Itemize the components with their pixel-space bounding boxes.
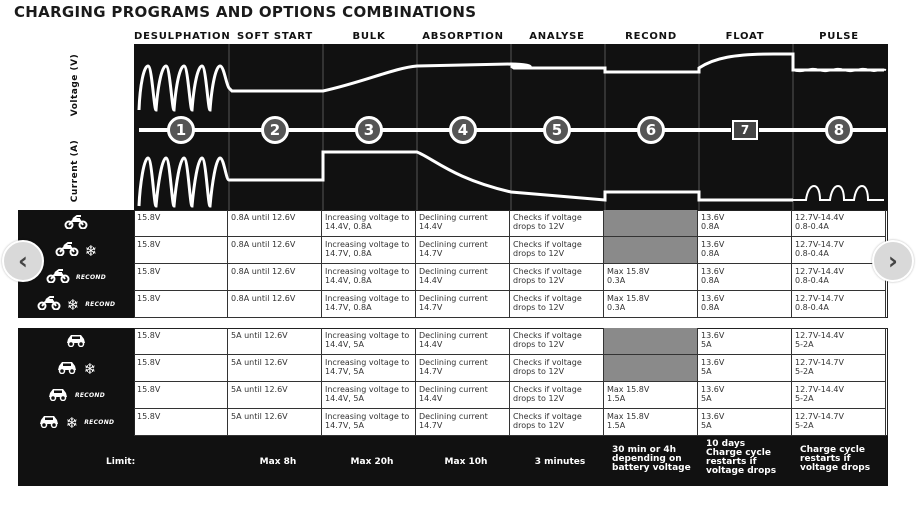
cell-line: 12.7V-14.7V <box>795 240 844 249</box>
cell-line: 0.8A until 12.6V <box>231 267 296 276</box>
table-cell <box>134 291 228 318</box>
limit-line: depending on <box>612 454 682 464</box>
cell-line: drops to 12V <box>513 394 565 403</box>
limit-cell <box>518 458 602 467</box>
step-marker <box>261 116 289 144</box>
table-cell <box>510 210 604 237</box>
phase-heading-float: FLOAT <box>725 31 765 42</box>
snowflake-icon: ❄ <box>83 359 97 378</box>
table-cell <box>228 382 322 409</box>
limit-line: Charge cycle <box>706 448 771 458</box>
table-cell <box>698 264 792 291</box>
limit-line: restarts if <box>706 457 757 467</box>
cell-line: 0.8-0.4A <box>795 249 829 258</box>
phase-heading-absorption: ABSORPTION <box>422 31 504 42</box>
table-cell <box>322 210 416 237</box>
table-cell <box>698 291 792 318</box>
cell-line: drops to 12V <box>513 340 565 349</box>
cell-line: 13.6V <box>701 385 725 394</box>
cell-line: drops to 12V <box>513 222 565 231</box>
recond-label: RECOND <box>75 274 107 281</box>
cell-line: Checks if voltage <box>513 240 582 249</box>
table-cell <box>322 264 416 291</box>
cell-line: 15.8V <box>137 412 161 421</box>
cell-line: 0.8A <box>701 276 720 285</box>
cell-line: 0.3A <box>607 276 626 285</box>
step-number: 8 <box>833 121 845 139</box>
cell-line: 15.8V <box>137 267 161 276</box>
table-cell <box>416 409 510 436</box>
cell-line: Increasing voltage to <box>325 240 410 249</box>
cell-line: 0.8A until 12.6V <box>231 213 296 222</box>
cell-line: 5A <box>701 340 712 349</box>
cell-line: 5A <box>701 394 712 403</box>
cell-line: 14.4V, 5A <box>325 340 364 349</box>
cell-line: 12.7V-14.7V <box>795 294 844 303</box>
chevron-right-icon: › <box>888 247 898 275</box>
table-cell <box>604 291 698 318</box>
cell-line: Max 15.8V <box>607 267 650 276</box>
cell-line: Increasing voltage to <box>325 412 410 421</box>
limit-line: Max 10h <box>444 457 488 467</box>
limit-line: voltage drops <box>800 463 871 473</box>
phase-heading-desulphation: DESULPHATION <box>134 31 231 42</box>
cell-line: 0.8-0.4A <box>795 222 829 231</box>
table-cell <box>604 237 698 264</box>
cell-line: 15.8V <box>137 358 161 367</box>
cell-line: 5A until 12.6V <box>231 331 288 340</box>
cell-line: Checks if voltage <box>513 385 582 394</box>
limit-line: 30 min or 4h <box>612 445 677 455</box>
cell-line: 14.7V <box>419 249 443 258</box>
table-cell <box>228 355 322 382</box>
table-cell <box>416 382 510 409</box>
table-cell <box>604 382 698 409</box>
table-cell <box>134 355 228 382</box>
limit-label: Limit: <box>106 457 136 467</box>
cell-line: 14.7V, 5A <box>325 421 364 430</box>
cell-line: 13.6V <box>701 331 725 340</box>
limit-cell <box>236 458 320 467</box>
table-cell <box>510 355 604 382</box>
limit-cell <box>424 458 508 467</box>
cell-line: 0.8A <box>701 222 720 231</box>
motorcycle-icon <box>64 215 88 233</box>
limit-line: battery voltage <box>612 463 691 473</box>
table-cell <box>792 409 886 436</box>
table-cell <box>228 328 322 355</box>
cell-line: Increasing voltage to <box>325 331 410 340</box>
table-cell <box>228 291 322 318</box>
recond-label: RECOND <box>85 301 116 308</box>
limit-line: voltage drops <box>706 466 777 476</box>
cell-line: 14.4V, 0.8A <box>325 276 372 285</box>
table-cell <box>698 237 792 264</box>
step-number: 5 <box>551 121 563 139</box>
table-cell <box>510 291 604 318</box>
battery-icon <box>732 120 758 140</box>
cell-line: 5A until 12.6V <box>231 412 288 421</box>
step-number: 2 <box>269 121 281 139</box>
table-cell <box>604 264 698 291</box>
page-title: CHARGING PROGRAMS AND OPTIONS COMBINATIONS <box>14 3 477 21</box>
step-marker <box>167 116 195 144</box>
current-pulse <box>793 186 884 200</box>
recond-label: RECOND <box>74 392 106 399</box>
cell-line: Increasing voltage to <box>325 267 410 276</box>
table-cell <box>510 382 604 409</box>
cell-line: 5A until 12.6V <box>231 385 288 394</box>
phase-heading-pulse: PULSE <box>819 31 859 42</box>
program-row-icons <box>18 382 134 409</box>
current-curve <box>139 152 793 206</box>
table-cell <box>322 237 416 264</box>
cell-line: drops to 12V <box>513 303 565 312</box>
cell-line: 14.7V <box>419 421 443 430</box>
cell-line: 13.6V <box>701 358 725 367</box>
table-cell <box>228 210 322 237</box>
cell-line: 0.3A <box>607 303 626 312</box>
cell-line: 14.4V <box>419 222 443 231</box>
step-number: 6 <box>645 121 657 139</box>
table-cell <box>228 409 322 436</box>
cell-line: 0.8A until 12.6V <box>231 240 296 249</box>
cell-line: Checks if voltage <box>513 331 582 340</box>
cell-line: Max 15.8V <box>607 412 650 421</box>
cell-line: 13.6V <box>701 213 725 222</box>
cell-line: 14.4V, 5A <box>325 394 364 403</box>
table-cell <box>134 382 228 409</box>
cell-line: 14.4V <box>419 394 443 403</box>
table-cell <box>792 210 886 237</box>
table-cell <box>604 210 698 237</box>
step-number: 3 <box>363 121 375 139</box>
table-cell <box>698 409 792 436</box>
cell-line: 13.6V <box>701 412 725 421</box>
cell-line: 12.7V-14.7V <box>795 358 844 367</box>
charging-graph <box>134 44 888 210</box>
snowflake-icon: ❄ <box>84 241 98 260</box>
motorcycle-icon <box>46 269 70 287</box>
table-cell <box>134 264 228 291</box>
limit-cell <box>612 446 696 473</box>
limit-cell <box>706 440 790 476</box>
cell-line: 5A until 12.6V <box>231 358 288 367</box>
cell-line: 0.8A until 12.6V <box>231 294 296 303</box>
table-cell <box>322 409 416 436</box>
table-cell <box>510 237 604 264</box>
step-marker <box>543 116 571 144</box>
motorcycle-icon <box>37 296 61 314</box>
car-icon <box>65 333 87 351</box>
cell-line: 5A <box>701 367 712 376</box>
step-number: 1 <box>175 121 187 139</box>
phase-heading-analyse: ANALYSE <box>529 31 585 42</box>
table-cell <box>416 264 510 291</box>
table-cell <box>792 355 886 382</box>
table-cell <box>604 355 698 382</box>
table-cell <box>134 237 228 264</box>
cell-line: 12.7V-14.4V <box>795 267 844 276</box>
table-cell <box>698 210 792 237</box>
table-cell <box>416 237 510 264</box>
table-cell <box>792 264 886 291</box>
cell-line: 12.7V-14.4V <box>795 331 844 340</box>
battery-step-number: 7 <box>740 123 750 137</box>
table-cell <box>134 409 228 436</box>
program-row-icons <box>18 328 134 355</box>
cell-line: Checks if voltage <box>513 294 582 303</box>
cell-line: Declining current <box>419 358 488 367</box>
cell-line: 1.5A <box>607 421 626 430</box>
cell-line: Declining current <box>419 331 488 340</box>
cell-line: 14.4V <box>419 340 443 349</box>
cell-line: 15.8V <box>137 240 161 249</box>
program-row-icons <box>18 409 134 436</box>
cell-line: 1.5A <box>607 394 626 403</box>
cell-line: 14.4V, 0.8A <box>325 222 372 231</box>
table-cell <box>792 382 886 409</box>
table-cell <box>228 264 322 291</box>
table-cell <box>322 382 416 409</box>
table-cell <box>698 382 792 409</box>
cell-line: 15.8V <box>137 213 161 222</box>
cell-line: Declining current <box>419 385 488 394</box>
car-icon <box>56 360 78 378</box>
table-cell <box>134 210 228 237</box>
cell-line: 0.8A <box>701 303 720 312</box>
cell-line: Increasing voltage to <box>325 385 410 394</box>
cell-line: 12.7V-14.7V <box>795 412 844 421</box>
limit-line: 10 days <box>706 439 746 449</box>
cell-line: 14.7V, 0.8A <box>325 249 372 258</box>
cell-line: 5-2A <box>795 367 814 376</box>
cell-line: drops to 12V <box>513 249 565 258</box>
cell-line: 14.7V, 0.8A <box>325 303 372 312</box>
chevron-left-icon: ‹ <box>18 247 28 275</box>
cell-line: drops to 12V <box>513 367 565 376</box>
snowflake-icon: ❄ <box>65 413 79 432</box>
cell-line: drops to 12V <box>513 276 565 285</box>
cell-line: 14.7V, 5A <box>325 367 364 376</box>
phase-heading-recond: RECOND <box>625 31 677 42</box>
program-row-icons <box>18 210 134 237</box>
step-marker <box>825 116 853 144</box>
cell-line: 0.8-0.4A <box>795 303 829 312</box>
cell-line: Declining current <box>419 412 488 421</box>
cell-line: 0.8-0.4A <box>795 276 829 285</box>
cell-line: 15.8V <box>137 294 161 303</box>
limit-line: Max 8h <box>259 457 297 467</box>
limit-cell <box>800 446 884 473</box>
next-slide-button[interactable] <box>872 240 914 282</box>
cell-line: drops to 12V <box>513 421 565 430</box>
step-marker <box>637 116 665 144</box>
cell-line: Max 15.8V <box>607 294 650 303</box>
car-icon <box>47 387 69 405</box>
cell-line: Declining current <box>419 294 488 303</box>
cell-line: Increasing voltage to <box>325 213 410 222</box>
table-cell <box>510 409 604 436</box>
cell-line: Increasing voltage to <box>325 294 410 303</box>
cell-line: 5-2A <box>795 394 814 403</box>
program-row-icons <box>18 291 134 318</box>
cell-line: 12.7V-14.4V <box>795 385 844 394</box>
table-cell <box>510 328 604 355</box>
cell-line: 13.6V <box>701 240 725 249</box>
table-cell <box>604 328 698 355</box>
cell-line: 12.7V-14.4V <box>795 213 844 222</box>
charging-curves <box>134 44 888 210</box>
prev-slide-button[interactable] <box>2 240 44 282</box>
current-axis-label: Current (A) <box>70 139 80 203</box>
table-cell <box>134 328 228 355</box>
limit-cell <box>330 458 414 467</box>
table-cell <box>416 355 510 382</box>
table-cell <box>322 355 416 382</box>
table-cell <box>792 291 886 318</box>
cell-line: 5-2A <box>795 340 814 349</box>
phase-heading-bulk: BULK <box>352 31 386 42</box>
cell-line: 15.8V <box>137 385 161 394</box>
cell-line: 0.8A <box>701 249 720 258</box>
table-cell <box>416 210 510 237</box>
limit-line: Max 20h <box>350 457 394 467</box>
cell-line: 14.7V <box>419 303 443 312</box>
snowflake-icon: ❄ <box>66 295 80 314</box>
phase-heading-soft-start: SOFT START <box>237 31 313 42</box>
table-cell <box>228 237 322 264</box>
table-cell <box>604 409 698 436</box>
car-icon <box>38 414 60 432</box>
cell-line: Checks if voltage <box>513 267 582 276</box>
cell-line: Checks if voltage <box>513 213 582 222</box>
table-cell <box>698 328 792 355</box>
limit-line: Charge cycle <box>800 445 865 455</box>
table-cell <box>792 328 886 355</box>
cell-line: 14.4V <box>419 276 443 285</box>
table-cell <box>698 355 792 382</box>
motorcycle-icon <box>55 242 79 260</box>
program-row-icons <box>18 355 134 382</box>
cell-line: Declining current <box>419 267 488 276</box>
cell-line: Increasing voltage to <box>325 358 410 367</box>
cell-line: Checks if voltage <box>513 412 582 421</box>
limit-line: 3 minutes <box>534 457 586 467</box>
cell-line: 15.8V <box>137 331 161 340</box>
cell-line: Checks if voltage <box>513 358 582 367</box>
step-number: 4 <box>457 121 469 139</box>
table-cell <box>416 291 510 318</box>
cell-line: 5A <box>701 421 712 430</box>
battery-step-marker <box>731 116 759 144</box>
table-cell <box>416 328 510 355</box>
cell-line: 13.6V <box>701 294 725 303</box>
cell-line: 13.6V <box>701 267 725 276</box>
cell-line: Max 15.8V <box>607 385 650 394</box>
cell-line: Declining current <box>419 213 488 222</box>
cell-line: 14.7V <box>419 367 443 376</box>
table-cell <box>322 291 416 318</box>
table-cell <box>510 264 604 291</box>
step-marker <box>355 116 383 144</box>
limit-line: restarts if <box>800 454 851 464</box>
table-cell <box>322 328 416 355</box>
step-marker <box>449 116 477 144</box>
voltage-axis-label: Voltage (V) <box>70 53 80 117</box>
cell-line: Declining current <box>419 240 488 249</box>
cell-line: 5-2A <box>795 421 814 430</box>
recond-label: RECOND <box>84 419 115 426</box>
